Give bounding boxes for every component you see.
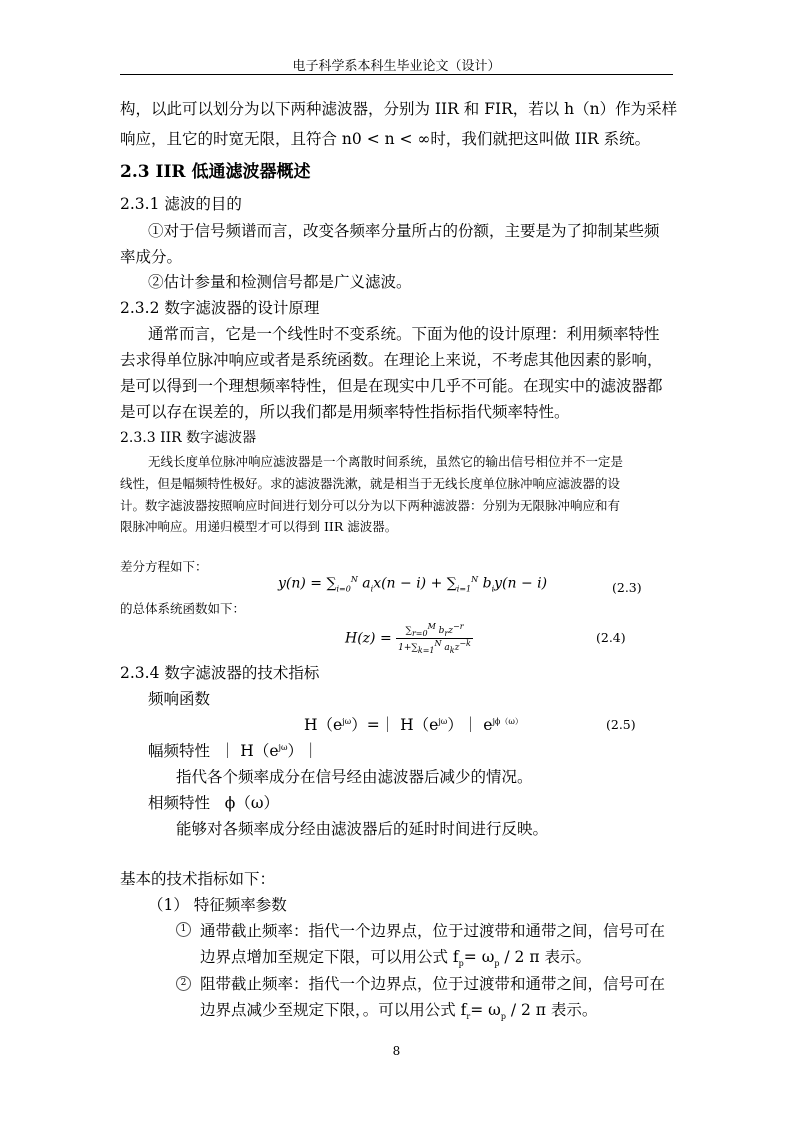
text-line: 指代各个频率成分在信号经由滤波器后减少的情况。	[176, 768, 533, 786]
subsection-heading: 2.3.3 IIR 数字滤波器	[120, 430, 257, 446]
circled-number: 1	[176, 922, 191, 937]
text-line: 率成分。	[120, 248, 183, 266]
phase-label: 相频特性	[148, 794, 211, 812]
text-fragment: = ω	[470, 1001, 501, 1019]
text-line: 基本的技术指标如下：	[120, 870, 276, 888]
text-fragment: / 2 π 表示。	[505, 1001, 598, 1019]
equation-2-4: H(z) = $\frac{\sum_{r=0}^M b_rz^{-r}}{1+\sum_{k=1}^N a_kz^{-k}}$	[345, 622, 471, 655]
text-line: ②估计参量和检测信号都是广义滤波。	[148, 273, 412, 291]
phase-symbol: ϕ（ω）	[224, 794, 280, 812]
text-line: ①对于信号频谱而言，改变各频率分量所占的份额，主要是为了抑制某些频	[148, 222, 660, 240]
text-line: 差分方程如下：	[120, 559, 208, 574]
equation-number: (2.3)	[612, 580, 642, 595]
running-header: 电子科学系本科生毕业论文（设计）	[292, 59, 501, 74]
text-line: 计。数字滤波器按照响应时间进行划分可以分为以下两种滤波器：分别为无限脉冲响应和有	[120, 498, 621, 513]
text-line	[200, 998, 597, 1021]
text-line: 幅频特性 ｜ $H(e^{j\omega})|$	[148, 742, 319, 760]
header-rule	[120, 74, 673, 75]
section-heading: 2.3 IIR 低通滤波器概述	[120, 162, 311, 182]
subscript: r	[466, 1012, 471, 1022]
equation-2-5: $H(e^{j\omega})=|$ $H(e^{j\omega})|$ $e^{j\phi(\omega)}$	[304, 716, 523, 734]
text-line: 是可以得到一个理想频率特性，但是在现实中几乎不可能。在现实中的滤波器都	[120, 377, 663, 395]
page-number: 8	[392, 1044, 401, 1058]
text-fragment: 边界点减少至规定下限，。可以用公式 f	[200, 1001, 467, 1019]
text-line: 能够对各频率成分经由滤波器后的延时时间进行反映。	[176, 820, 549, 838]
subsection-heading: 2.3.1 滤波的目的	[120, 195, 242, 213]
list-item-heading: （1） 特征频率参数	[148, 896, 287, 914]
text-line: 线性，但是幅频特性极好。求的滤波器洗漱，就是相当于无线长度单位脉冲响应滤波器的设	[120, 476, 621, 491]
subsection-heading: 2.3.4 数字滤波器的技术指标	[120, 664, 320, 682]
amp-label: 幅频特性	[148, 742, 211, 760]
text-line: 的总体系统函数如下：	[120, 601, 246, 616]
text-line: 去求得单位脉冲响应或者是系统函数。在理论上来说，不考虑其他因素的影响，	[120, 351, 663, 369]
text-line: 通常而言，它是一个线性时不变系统。下面为他的设计原理：利用频率特性	[148, 325, 660, 343]
text-line	[148, 791, 279, 813]
text-line	[200, 945, 591, 968]
subsection-heading: 2.3.2 数字滤波器的设计原理	[120, 299, 320, 317]
equation-number: (2.5)	[606, 717, 636, 732]
text-line: 无线长度单位脉冲响应滤波器是一个离散时间系统，虽然它的输出信号相位并不一定是	[148, 454, 624, 469]
subscript: p	[494, 959, 500, 969]
text-line: 频响函数	[148, 690, 211, 708]
text-fragment: = ω	[463, 948, 495, 966]
text-line: 阻带截止频率：指代一个边界点，位于过渡带和通带之间，信号可在	[200, 975, 666, 993]
subscript: p	[458, 959, 464, 969]
subscript: p	[500, 1012, 506, 1022]
text-line: 限脉冲响应。用递归模型才可以得到 IIR 滤波器。	[120, 519, 398, 534]
text-fragment: 边界点增加至规定下限，可以用公式 f	[200, 948, 459, 966]
text-line: 构，以此可以划分为以下两种滤波器，分别为 IIR 和 FIR，若以 h（n）作为采样	[120, 100, 678, 118]
equation-2-3: $y(n) = \sum_{i=0}^N$ $a_ix(n - i) + \sum_{i=1}^N$ $b_iy(n - i)$	[278, 575, 548, 594]
text-line: 是可以存在误差的，所以我们都是用频率特性指标指代频率特性。	[120, 403, 570, 421]
text-fragment: / 2 π 表示。	[499, 948, 591, 966]
circled-number: 2	[176, 976, 191, 991]
text-line: 响应，且它的时宽无限，且符合 n0 < n < ∞时，我们就把这叫做 IIR 系统。	[120, 130, 651, 148]
equation-number: (2.4)	[596, 630, 626, 645]
text-line: 通带截止频率：指代一个边界点，位于过渡带和通带之间，信号可在	[200, 922, 666, 940]
